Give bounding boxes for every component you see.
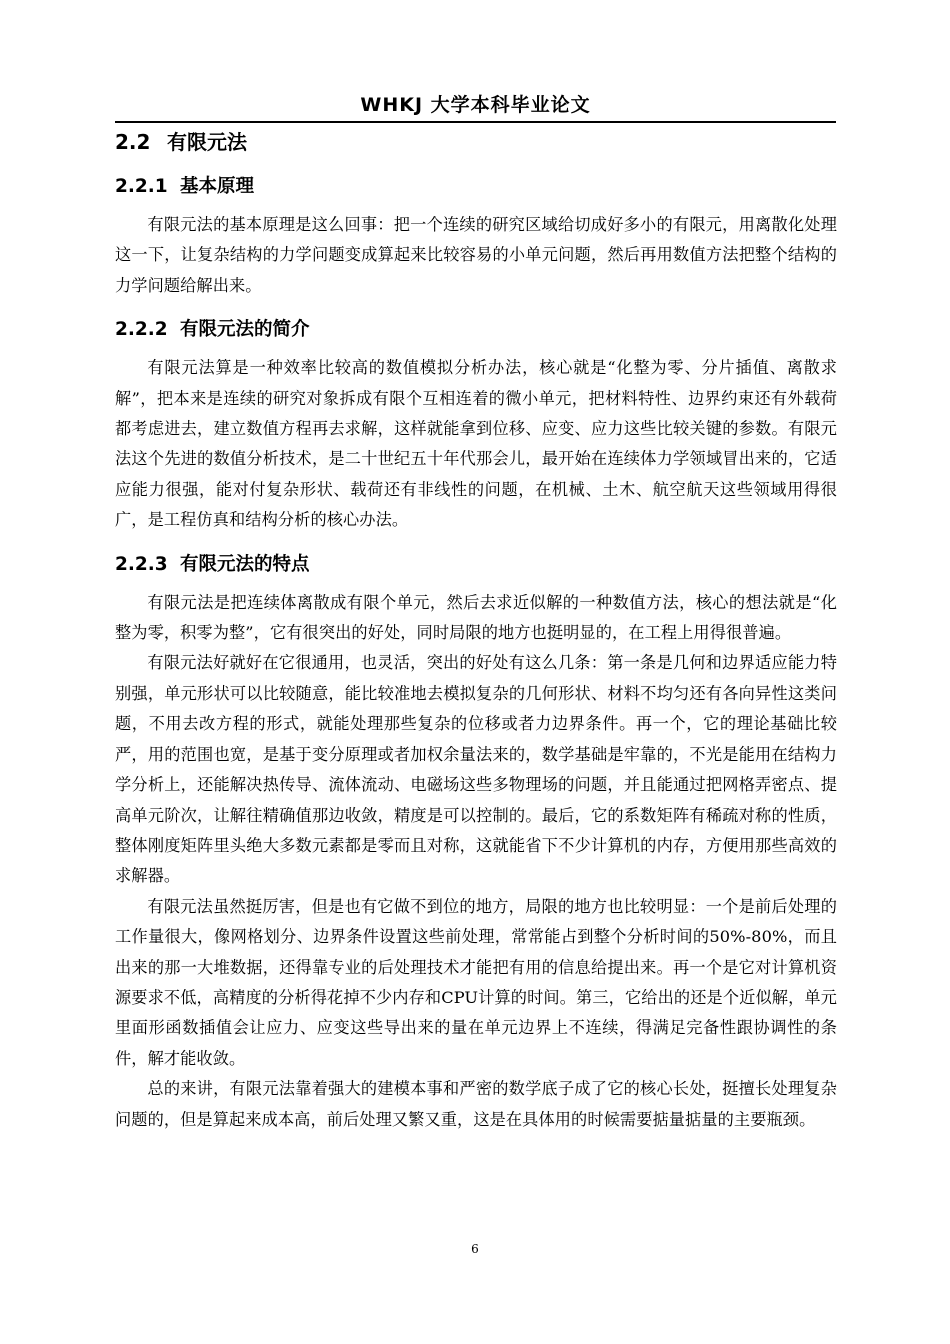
subsection-body-characteristics: [115, 588, 837, 1135]
paragraph: 有限元法的基本原理是这么回事：把一个连续的研究区域给切成好多小的有限元，用离散化处理这一下，让复杂结构的力学问题变成算起来比较容易的小单元问题，然后再用数值方法把整个结构的力学问题给解出来。: [115, 215, 837, 295]
subsection-title: 有限元法的简介: [180, 319, 310, 341]
subsection-title: 基本原理: [180, 176, 255, 197]
page-number: 6: [471, 1242, 479, 1256]
paragraph: 有限元法算是一种效率比较高的数值模拟分析办法，核心就是“化整为零、分片插值、离散求解”，把本来是连续的研究对象拆成有限个互相连着的微小单元，把材料特性、边界约束还有外载荷都考虑进去，建立数值方程再去求解，这样就能拿到位移、应变、应力这些比较关键的参数。有限元法这个先进的数值分析技术，是二十世纪五十年代那会儿，最开始在连续体力学领域冒出来的，它适应能力很强，能对付复杂形状、载荷还有非线性的问题，在机械、土木、航空航天这些领域用得很广，是工程仿真和结构分析的核心办法。: [115, 358, 837, 530]
subsection-body-basic-principle: [115, 210, 837, 301]
subsection-number: 2.2.3: [115, 553, 168, 575]
section-number: 2.2: [115, 130, 151, 154]
subsection-heading-characteristics: [115, 550, 837, 580]
subsection-number: 2.2.1: [115, 176, 168, 197]
paragraph: 总的来讲，有限元法靠着强大的建模本事和严密的数学底子成了它的核心长处，挺擅长处理复杂问题的，但是算起来成本高，前后处理又繁又重，这是在具体用的时候需要掂量掂量的主要瓶颈。: [115, 1079, 837, 1129]
section-title: 有限元法: [167, 130, 247, 154]
paragraph: 有限元法是把连续体离散成有限个单元，然后去求近似解的一种数值方法，核心的想法就是“化整为零，积零为整”，它有很突出的好处，同时局限的地方也挺明显的，在工程上用得很普遍。: [115, 592, 837, 643]
header-rule: [115, 121, 836, 123]
paragraph: 有限元法好就好在它很通用，也灵活，突出的好处有这么几条：第一条是几何和边界适应能力特别强，单元形状可以比较随意，能比较准地去模拟复杂的几何形状、材料不均匀还有各向异性这类问题，不用去改方程的形式，就能处理那些复杂的位移或者力边界条件。再一个，它的理论基础比较严，用的范围也宽，是基于变分原理或者加权余量法来的，数学基础是牢靠的，不光是能用在结构力学分析上，还能解决热传导、流体流动、电磁场这些多物理场的问题，并且能通过把网格弄密点、提高单元阶次，让解往精确值那边收敛，精度是可以控制的。最后，它的系数矩阵有稀疏对称的性质，整体刚度矩阵里头绝大多数元素都是零而且对称，这就能省下不少计算机的内存，方便用那些高效的求解器。: [115, 653, 837, 886]
subsection-body-introduction: [115, 353, 837, 535]
section-heading: [115, 124, 837, 160]
page-content: [115, 124, 837, 1135]
subsection-heading-introduction: [115, 315, 837, 345]
paragraph: 有限元法虽然挺厉害，但是也有它做不到位的地方，局限的地方也比较明显：一个是前后处理的工作量很大，像网格划分、边界条件设置这些前处理，常常能占到整个分析时间的50%-80%，而且出来的那一大堆数据，还得靠专业的后处理技术才能把有用的信息给提出来。再一个是它对计算机资源要求不低，高精度的分析得花掉不少内存和CPU计算的时间。第三，它给出的还是个近似解，单元里面形函数插值会让应力、应变这些导出来的量在单元边界上不连续，得满足完备性跟协调性的条件，解才能收敛。: [115, 896, 837, 1068]
subsection-number: 2.2.2: [115, 319, 168, 341]
running-header: WHKJ 大学本科毕业论文: [360, 94, 591, 116]
subsection-title: 有限元法的特点: [180, 553, 310, 575]
subsection-heading-basic-principle: [115, 172, 837, 202]
